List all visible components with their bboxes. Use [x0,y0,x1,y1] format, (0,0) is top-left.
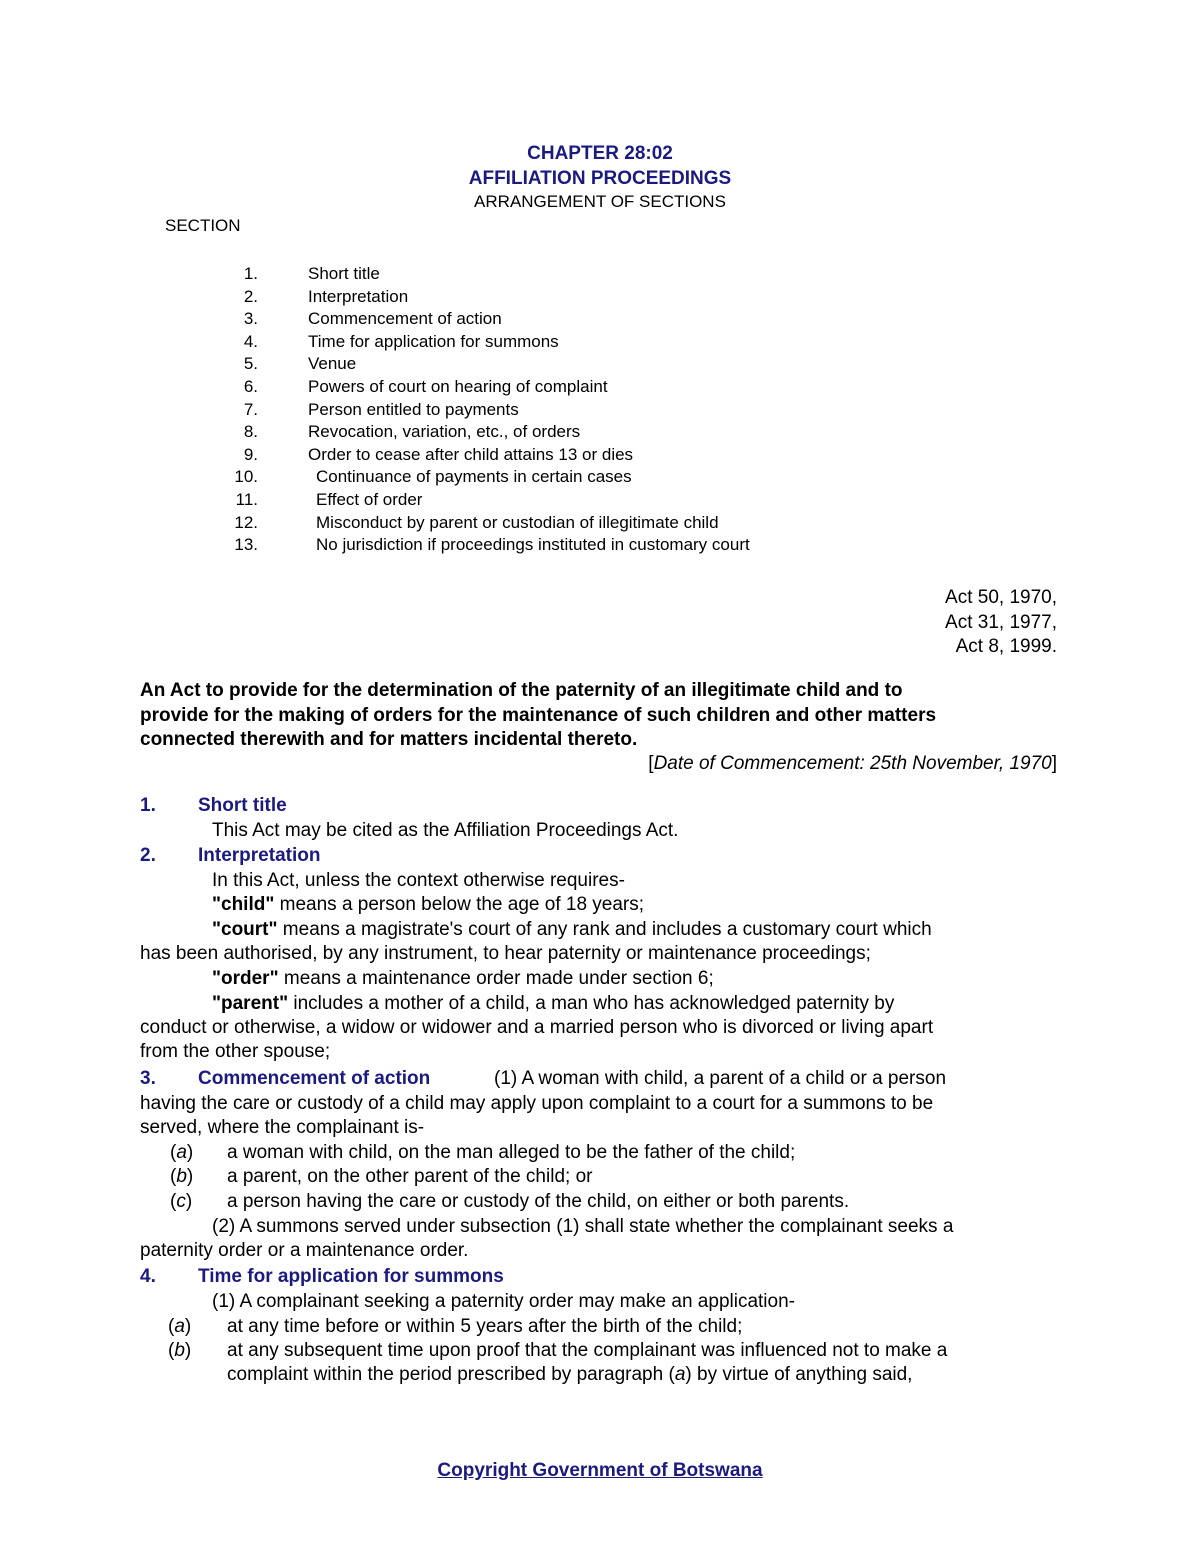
toc-item-number: 12. [234,512,258,532]
toc-item-number: 5. [243,354,258,374]
toc-item-number: 2. [243,286,258,306]
toc-item-title: Venue [308,354,357,374]
toc-item-title: Effect of order [316,490,423,509]
toc-item-number: 7. [243,399,258,419]
paragraph-label: (b) [170,1166,194,1187]
toc-item-title: No jurisdiction if proceedings instituted in customary court [316,535,750,555]
paragraph-label: (a) [168,1316,192,1337]
toc-item-number: 6. [243,377,258,396]
toc-item-title: Commencement of action [308,309,502,329]
toc-item-number: 8. [243,422,258,442]
section-text: (1) A complainant seeking a paternity order may make an application- [212,1291,795,1312]
toc-item-title: Misconduct by parent or custodian of illegitimate child [316,512,719,532]
toc-item-title: Time for application for summons [308,331,559,351]
toc-item-number: 10. [234,467,258,487]
section-number: 4. [140,1266,156,1287]
paragraph-text: at any subsequent time upon proof that the complainant was influenced not to make a [227,1340,948,1361]
section-text: (2) A summons served under subsection (1) shall state whether the complainant seeks a [212,1216,954,1237]
paragraph-text: at any time before or within 5 years after the birth of the child; [227,1316,743,1337]
toc-item-title: Order to cease after child attains 13 or dies [308,444,634,464]
toc-item-title: Person entitled to payments [308,399,519,419]
act-reference: Act 31, 1977, [945,612,1057,633]
act-reference: Act 8, 1999. [955,636,1057,657]
toc-item-title: Continuance of payments in certain cases [316,467,632,487]
section-heading: Interpretation [198,845,321,866]
section-heading: Commencement of action [198,1068,431,1089]
toc-item-title: Interpretation [308,286,409,306]
definition-parent-continued: from the other spouse; [140,1041,331,1062]
footer [0,1460,1200,1482]
toc-item-number: 11. [235,490,258,509]
section-number: 3. [140,1068,156,1089]
toc-item-number: 1. [243,264,258,283]
section-heading: Short title [198,795,287,816]
paragraph-text: a parent, on the other parent of the child; or [227,1166,593,1187]
toc-item-number: 3. [243,309,258,329]
toc-item-number: 13. [234,535,258,555]
toc-item-title: Short title [308,264,380,283]
paragraph-text: a person having the care or custody of the child, on either or both parents. [227,1191,850,1212]
section-text: served, where the complainant is- [140,1117,425,1138]
definition-court: "court" means a magistrate's court of any rank and includes a customary court which [212,919,932,940]
commencement-date: [Date of Commencement: 25th November, 1970] [648,753,1057,774]
definition-parent: "parent" includes a mother of a child, a man who has acknowledged paternity by [212,993,895,1014]
chapter-title: AFFILIATION PROCEEDINGS [468,168,732,189]
definition-court-continued: has been authorised, by any instrument, to hear paternity or maintenance proceedings; [140,943,871,964]
act-reference: Act 50, 1970, [945,587,1057,608]
copyright-link[interactable]: Copyright Government of Botswana [437,1460,763,1481]
section-text: having the care or custody of a child may apply upon complaint to a court for a summons to be [140,1093,934,1114]
long-title-line: connected therewith and for matters incidental thereto. [140,729,638,750]
long-title-line: An Act to provide for the determination of the paternity of an illegitimate child and to [140,680,903,701]
section-text: paternity order or a maintenance order. [140,1240,469,1261]
definition-order: "order" means a maintenance order made under section 6; [212,968,714,989]
toc-item-number: 4. [243,331,258,351]
definition-parent-continued: conduct or otherwise, a widow or widower and a married person who is divorced or living apart [140,1017,934,1038]
section-heading: Time for application for summons [198,1266,504,1287]
arrangement-heading: ARRANGEMENT OF SECTIONS [474,192,726,211]
toc-item-title: Powers of court on hearing of complaint [308,377,608,396]
section-text: (1) A woman with child, a parent of a child or a person [494,1068,947,1089]
section-number: 2. [140,845,156,866]
chapter-number: CHAPTER 28:02 [527,143,673,164]
section-number: 1. [140,795,156,816]
definition-child: "child" means a person below the age of 18 years; [212,894,645,915]
paragraph-label: (a) [170,1142,194,1163]
section-label: SECTION [165,216,241,235]
long-title-line: provide for the making of orders for the maintenance of such children and other matters [140,705,937,726]
paragraph-text-continued: complaint within the period prescribed by paragraph (a) by virtue of anything said, [227,1364,913,1385]
section-text: In this Act, unless the context otherwise requires- [212,870,625,891]
paragraph-label: (c) [170,1191,193,1212]
section-text: This Act may be cited as the Affiliation Proceedings Act. [212,820,679,841]
paragraph-text: a woman with child, on the man alleged to be the father of the child; [227,1142,796,1163]
paragraph-label: (b) [168,1340,192,1361]
toc-item-title: Revocation, variation, etc., of orders [308,422,581,442]
toc-item-number: 9. [243,444,258,464]
